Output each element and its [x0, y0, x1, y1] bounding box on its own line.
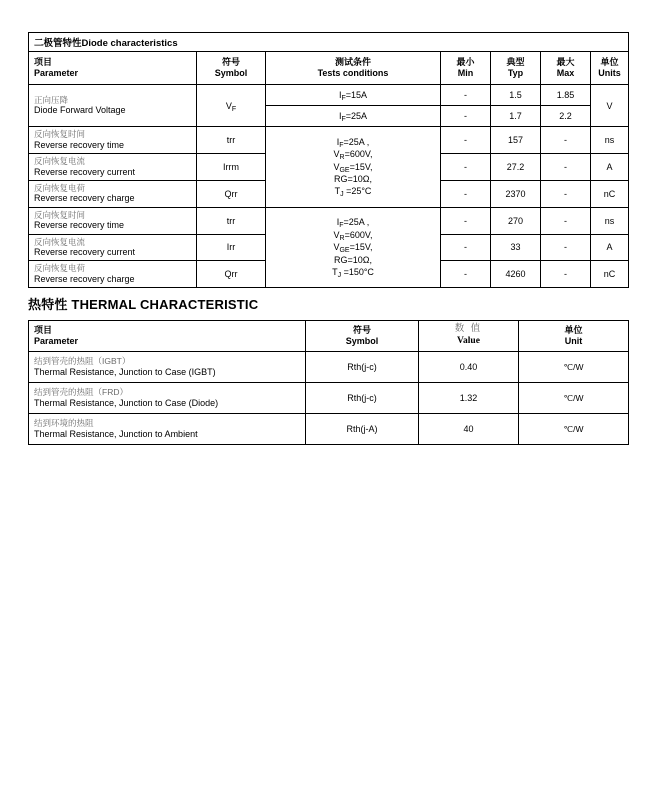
diode-table-title: 二极管特性Diode characteristics [29, 33, 629, 52]
cond-line-2: $V_R=600V$, [333, 149, 373, 162]
symbol-rth-ja: Rth(j-A) [306, 414, 419, 445]
param-cn: 结到管壳的热阻（FRD） [34, 387, 128, 398]
param-diode-forward-voltage [29, 85, 197, 127]
thermal-header-parameter-cn: 项目 [34, 324, 53, 335]
symbol-main: V [225, 100, 232, 111]
value-typ: 157 [491, 127, 541, 154]
value-typ: 1.5 [491, 85, 541, 106]
thermal-header-symbol-cn: 符号 [352, 324, 371, 335]
value-unit: nC [591, 180, 629, 207]
cond-line-3: $V_{GE}=15V$, [333, 242, 373, 255]
value-typ: 4260 [491, 261, 541, 288]
cond-rest: =25A [345, 111, 368, 121]
value-unit: A [591, 153, 629, 180]
condition-if-25a [266, 106, 441, 127]
header-max-cn: 最大 [556, 56, 575, 67]
thermal-header-unit-en: Unit [564, 336, 583, 346]
value-min: - [441, 261, 491, 288]
thermal-header-unit-cn: 单位 [564, 324, 583, 335]
cond-line-4: RG=10Ω, [334, 254, 372, 265]
thermal-header-value [419, 321, 519, 352]
value-typ: 33 [491, 234, 541, 261]
param-en: Reverse recovery charge [34, 274, 135, 284]
header-units-cn: 单位 [600, 56, 619, 67]
param-thermal-resistance-ja [29, 414, 306, 445]
symbol-trr: trr [197, 127, 266, 154]
thermal-header-unit [519, 321, 629, 352]
unit: ℃/W [519, 352, 629, 383]
thermal-header-value-en: Value [457, 336, 480, 346]
cond-rest: =15A [345, 90, 368, 100]
cond-main: I [338, 111, 342, 121]
header-min-en: Min [457, 68, 474, 78]
diode-table-header-row [29, 52, 629, 85]
cond-line-5: $T_J =25^\circ C$ [334, 186, 372, 199]
param-reverse-recovery-charge-25c [29, 180, 197, 207]
value-max: - [541, 261, 591, 288]
value-typ: 270 [491, 207, 541, 234]
cond-main: I [338, 90, 342, 100]
param-thermal-resistance-jc-igbt [29, 352, 306, 383]
header-units-en: Units [598, 68, 621, 78]
table-row [29, 127, 629, 154]
condition-if-15a [266, 85, 441, 106]
value-min: - [441, 234, 491, 261]
value-unit: ns [591, 207, 629, 234]
param-thermal-resistance-jc-frd [29, 383, 306, 414]
param-en: Reverse recovery charge [34, 193, 135, 204]
thermal-section-heading [28, 294, 258, 313]
thermal-header-value-cn: 数 值 [454, 324, 483, 335]
param-en: Reverse recovery time [34, 220, 125, 231]
cond-line-1: $I_F=25A$ , [336, 217, 370, 230]
value-max: - [541, 153, 591, 180]
condition-block-25c [266, 127, 441, 208]
condition-block-150c [266, 207, 441, 288]
value-typ: 27.2 [491, 153, 541, 180]
header-max-en: Max [556, 68, 575, 78]
table-row [29, 352, 629, 383]
value-min: - [441, 85, 491, 106]
value-unit: ns [591, 127, 629, 154]
value-unit: V [591, 85, 629, 127]
header-symbol-en: Symbol [214, 68, 248, 78]
value-max: - [541, 234, 591, 261]
param-reverse-recovery-current-150c [29, 234, 197, 261]
header-symbol-cn: 符号 [221, 56, 240, 67]
value: 1.32 [419, 383, 519, 414]
header-units [591, 52, 629, 85]
header-tests-conditions [266, 52, 441, 85]
symbol-qrr: Qrr [197, 261, 266, 288]
value-max: - [541, 180, 591, 207]
unit: ℃/W [519, 383, 629, 414]
table-row [29, 207, 629, 234]
param-reverse-recovery-current-25c [29, 153, 197, 180]
cond-line-4: RG=10Ω, [334, 174, 372, 185]
cond-sub: F [341, 95, 346, 102]
param-en: Diode Forward Voltage [34, 105, 126, 116]
cond-line-5: $T_J =150^\circ C$ [332, 266, 374, 279]
cond-line-3: $V_{GE}=15V$, [333, 161, 373, 174]
table-row [29, 414, 629, 445]
param-reverse-recovery-time-25c [29, 127, 197, 154]
header-typ [491, 52, 541, 85]
symbol-vf [197, 85, 266, 127]
header-parameter [29, 52, 197, 85]
symbol-rth-jc: Rth(j-c) [306, 352, 419, 383]
cond-line-2: $V_R=600V$, [333, 229, 373, 242]
diode-table-title-row [29, 33, 629, 52]
header-tests-conditions-cn: 测试条件 [334, 56, 371, 67]
param-cn: 反向恢复电荷 [34, 182, 86, 193]
value-min: - [441, 153, 491, 180]
diode-characteristics-table [28, 32, 629, 288]
header-tests-conditions-en: Tests conditions [317, 68, 389, 78]
param-cn: 反向恢复电流 [34, 236, 86, 247]
symbol-irr: Irr [197, 234, 266, 261]
cond-sub: F [341, 116, 346, 123]
param-cn: 正向压降 [34, 94, 69, 105]
value-max: - [541, 207, 591, 234]
thermal-header-parameter-en: Parameter [34, 336, 79, 346]
symbol-irrm: Irrm [197, 153, 266, 180]
thermal-heading-en: THERMAL CHARACTERISTIC [71, 297, 259, 312]
param-en: Reverse recovery current [34, 166, 136, 177]
header-typ-cn: 典型 [506, 56, 525, 67]
param-reverse-recovery-charge-150c [29, 261, 197, 288]
thermal-table-header-row [29, 321, 629, 352]
thermal-characteristic-table [28, 320, 629, 445]
value-typ: 2370 [491, 180, 541, 207]
param-en: Reverse recovery time [34, 139, 125, 150]
param-en: Thermal Resistance, Junction to Ambient [34, 428, 198, 439]
value-max: - [541, 127, 591, 154]
param-cn: 结到环境的热阻 [34, 418, 94, 429]
table-row [29, 85, 629, 106]
param-cn: 反向恢复电流 [34, 155, 86, 166]
symbol-qrr: Qrr [197, 180, 266, 207]
header-parameter-en: Parameter [34, 68, 79, 78]
param-cn: 反向恢复时间 [34, 209, 86, 220]
value-min: - [441, 106, 491, 127]
header-max [541, 52, 591, 85]
symbol-sub: F [231, 105, 237, 113]
value-typ: 1.7 [491, 106, 541, 127]
value-min: - [441, 127, 491, 154]
thermal-header-symbol [306, 321, 419, 352]
param-en: Reverse recovery current [34, 247, 136, 258]
thermal-header-parameter [29, 321, 306, 352]
header-typ-en: Typ [507, 68, 524, 78]
param-cn: 反向恢复时间 [34, 129, 86, 139]
cond-line-1: $I_F=25A$ , [336, 136, 370, 149]
unit: ℃/W [519, 414, 629, 445]
value-max: 1.85 [541, 85, 591, 106]
header-min [441, 52, 491, 85]
value-min: - [441, 207, 491, 234]
value-unit: A [591, 234, 629, 261]
value: 0.40 [419, 352, 519, 383]
symbol-trr: trr [197, 207, 266, 234]
param-en: Thermal Resistance, Junction to Case (IGBT) [34, 366, 216, 377]
header-min-cn: 最小 [456, 56, 475, 67]
value-min: - [441, 180, 491, 207]
param-cn: 反向恢复电荷 [34, 263, 86, 274]
value-unit: nC [591, 261, 629, 288]
value: 40 [419, 414, 519, 445]
param-reverse-recovery-time-150c [29, 207, 197, 234]
thermal-header-symbol-en: Symbol [345, 336, 379, 346]
value-max: 2.2 [541, 106, 591, 127]
symbol-rth-jc: Rth(j-c) [306, 383, 419, 414]
param-cn: 结到管壳的热阻（IGBT） [34, 356, 131, 367]
header-symbol [197, 52, 266, 85]
table-row [29, 383, 629, 414]
thermal-heading-cn: 热特性 [28, 297, 68, 312]
header-parameter-cn: 项目 [34, 56, 53, 67]
param-en: Thermal Resistance, Junction to Case (Diode) [34, 397, 219, 408]
